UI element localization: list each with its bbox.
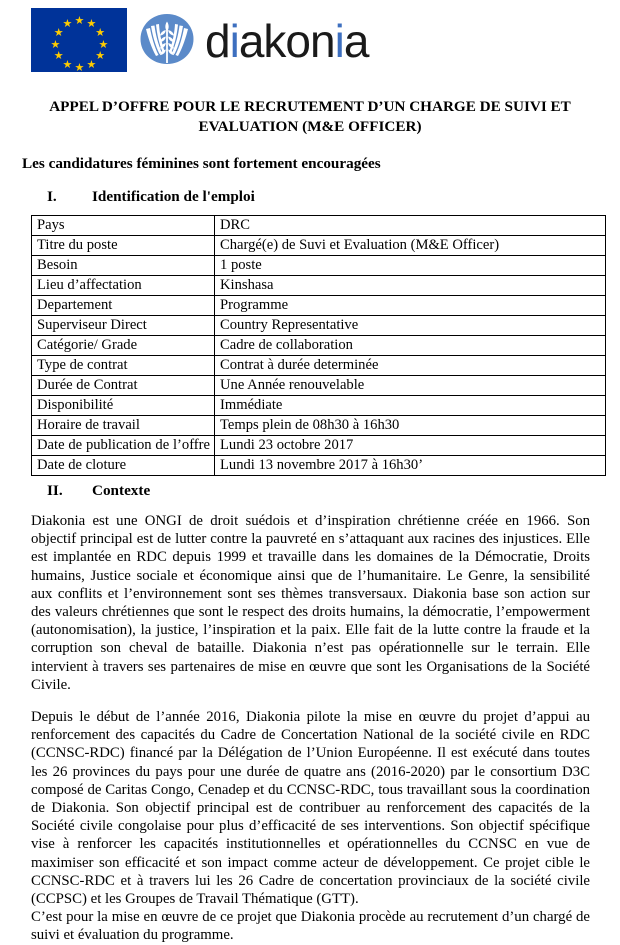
page-title bbox=[36, 97, 584, 137]
section-heading-identification bbox=[0, 188, 620, 206]
table-row bbox=[32, 216, 606, 236]
table-row bbox=[32, 436, 606, 456]
table-cell-value: Lundi 13 novembre 2017 à 16h30’ bbox=[215, 456, 606, 476]
diakonia-wordmark-text: diakonia bbox=[205, 15, 369, 67]
table-cell-value: 1 poste bbox=[215, 256, 606, 276]
table-cell-key: Type de contrat bbox=[32, 356, 215, 376]
context-paragraph-2: Depuis le début de l’année 2016, Diakonia pilote la mise en œuvre du projet d’appui au renforcement des capacités du Cadre de Concertation National de la société civile en RDC (CCNSC-RDC) financé par la Délégation de l’Union Européenne. Il est exécuté dans toutes les 26 provinces du pays pour une durée de quatre ans (2016-2020) par le consortium D3C composé de Caritas Congo, Cenadep et du CCNSC-RDC, tous travaillant sous la coordination de Diakonia. Son objectif principal est de contribuer au renforcement des capacités de la Société civile congolaise pour plus d’efficacité de ses interventions. Son objectif spécifique vise à renforcer les capacités institutionnelles et opérationnelles du CCNSC en vue de maximiser son efficacité et son impact comme acteur de développement. Ce projet cible le CCNSC-RDC et à travers lui les 26 Cadre de concertation provinciaux de la société civile (CCPSC) et les Groupes de Travail Thématique (GTT). bbox=[31, 709, 590, 908]
table-cell-value: Une Année renouvelable bbox=[215, 376, 606, 396]
table-row bbox=[32, 296, 606, 316]
table-cell-value: Contrat à durée determinée bbox=[215, 356, 606, 376]
header-logo-bar bbox=[0, 0, 620, 76]
table-cell-value: Country Representative bbox=[215, 316, 606, 336]
table-row bbox=[32, 236, 606, 256]
table-row bbox=[32, 256, 606, 276]
table-cell-value: Lundi 23 octobre 2017 bbox=[215, 436, 606, 456]
job-identification-table bbox=[31, 215, 606, 476]
table-row bbox=[32, 376, 606, 396]
european-union-flag-icon: ★ ★ ★ ★ ★ ★ ★ ★ ★ ★ ★ ★ bbox=[31, 8, 127, 72]
table-cell-value: Immédiate bbox=[215, 396, 606, 416]
table-cell-value: Programme bbox=[215, 296, 606, 316]
table-cell-key: Titre du poste bbox=[32, 236, 215, 256]
table-row bbox=[32, 416, 606, 436]
table-cell-key: Date de publication de l’offre bbox=[32, 436, 215, 456]
table-cell-value: DRC bbox=[215, 216, 606, 236]
table-cell-key: Durée de Contrat bbox=[32, 376, 215, 396]
page-title-line-2: EVALUATION (M&E OFFICER) bbox=[198, 118, 422, 135]
table-cell-key: Disponibilité bbox=[32, 396, 215, 416]
context-paragraph-3: C’est pour la mise en œuvre de ce projet que Diakonia procède au recrutement d’un chargé de suivi et évaluation du programme. bbox=[31, 909, 590, 944]
table-cell-key: Date de cloture bbox=[32, 456, 215, 476]
section-label: Identification de l'emploi bbox=[92, 188, 255, 205]
section-label: Contexte bbox=[92, 482, 151, 499]
context-paragraph-1: Diakonia est une ONGI de droit suédois et d’inspiration chrétienne créée en 1966. Son objectif principal est de lutter contre la pauvreté en s’attaquant aux racines des injustices. Elle est implantée en RDC depuis 1999 et travaille dans les domaines de la Démocratie, Droits humains, Justice sociale et économique ainsi que de l’humanitaire. Le Genre, la sensibilité aux conflits et l’environnement sont ses thèmes transversaux. Diakonia base son action sur des valeurs chrétiennes que sont le respect des droits humains, la démocratie, l’empowerment (autonomisation), la justice, l’inspiration et la paix. Elle fait de la lutte contre la fraude et la corruption son cheval de bataille. Diakonia n’est pas opérationnelle sur le terrain. Elle intervient à travers ses partenaires de mise en œuvre que sont les Organisations de la Société Civile. bbox=[31, 513, 590, 693]
table-cell-value: Kinshasa bbox=[215, 276, 606, 296]
table-row bbox=[32, 396, 606, 416]
table-cell-key: Superviseur Direct bbox=[32, 316, 215, 336]
diakonia-wordmark bbox=[205, 15, 369, 67]
page-subtitle: Les candidatures féminines sont fortement encouragées bbox=[22, 155, 381, 172]
table-cell-key: Besoin bbox=[32, 256, 215, 276]
table-row bbox=[32, 356, 606, 376]
diakonia-wheat-emblem-icon bbox=[139, 11, 195, 67]
table-cell-value: Cadre de collaboration bbox=[215, 336, 606, 356]
section-heading-contexte bbox=[0, 482, 620, 500]
table-cell-value: Temps plein de 08h30 à 16h30 bbox=[215, 416, 606, 436]
table-row bbox=[32, 316, 606, 336]
table-cell-value: Chargé(e) de Suvi et Evaluation (M&E Officer) bbox=[215, 236, 606, 256]
table-row bbox=[32, 456, 606, 476]
table-cell-key: Catégorie/ Grade bbox=[32, 336, 215, 356]
section-number: II. bbox=[47, 482, 63, 499]
table-row bbox=[32, 336, 606, 356]
table-cell-key: Pays bbox=[32, 216, 215, 236]
table-cell-key: Horaire de travail bbox=[32, 416, 215, 436]
table-row bbox=[32, 276, 606, 296]
table-cell-key: Lieu d’affectation bbox=[32, 276, 215, 296]
section-number: I. bbox=[47, 188, 57, 205]
table-cell-key: Departement bbox=[32, 296, 215, 316]
page-title-line-1: APPEL D’OFFRE POUR LE RECRUTEMENT D’UN CHARGE DE SUIVI ET bbox=[49, 98, 571, 115]
